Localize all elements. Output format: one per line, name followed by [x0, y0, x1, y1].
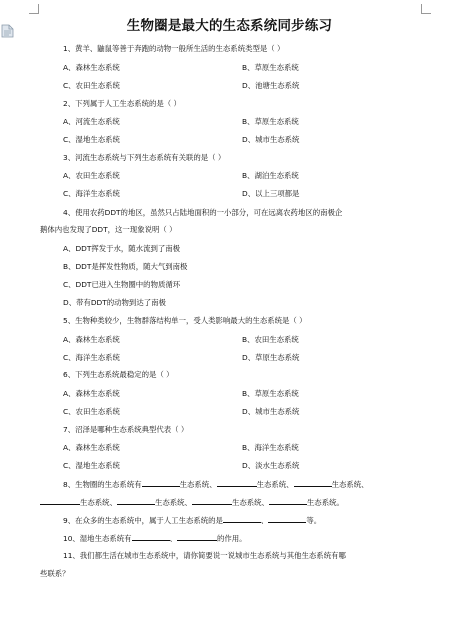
- question-9-end: 等。: [306, 516, 322, 525]
- question-2-option-d: D、城市生态系统: [242, 135, 300, 144]
- question-3-option-a: A、农田生态系统: [63, 171, 120, 180]
- question-3-stem: 3、河流生态系统与下列生态系统有关联的是（ ）: [63, 153, 226, 162]
- question-5-stem: 5、生物种类较少，生物群落结构单一，受人类影响最大的生态系统是（ ）: [63, 316, 307, 325]
- question-6-stem: 6、下列生态系统最稳定的是（ ）: [63, 370, 174, 379]
- question-9-separator: 、: [260, 516, 269, 525]
- question-10-prefix: 10、湿地生态系统有: [63, 534, 132, 543]
- answer-blank: [269, 497, 307, 505]
- question-4-stem-line2: 鹅体内也发现了DDT，这一现象说明（ ）: [40, 225, 177, 234]
- question-10-separator: 、: [169, 534, 177, 543]
- question-3-option-c: C、海洋生态系统: [63, 189, 120, 198]
- question-4-option-a: A、DDT挥发于水，随水流到了南极: [63, 244, 181, 253]
- question-8-suffix: 生态系统、: [331, 480, 369, 489]
- question-9: [63, 515, 321, 526]
- answer-blank: [132, 533, 170, 541]
- question-11-line2: 些联系？: [40, 569, 70, 578]
- question-6-option-d: D、城市生态系统: [242, 407, 300, 416]
- question-8-suffix: 生态系统、: [231, 498, 269, 507]
- answer-blank: [223, 515, 261, 523]
- question-6-option-c: C、农田生态系统: [63, 407, 120, 416]
- question-3-option-b: B、湖泊生态系统: [242, 171, 299, 180]
- question-3-option-d: D、以上三项都是: [242, 189, 300, 198]
- question-9-prefix: 9、在众多的生态系统中，属于人工生态系统的是: [63, 516, 223, 525]
- question-1-option-d: D、池塘生态系统: [242, 81, 300, 90]
- answer-blank: [142, 479, 180, 487]
- question-2-option-a: A、河流生态系统: [63, 117, 120, 126]
- question-8-line1: [63, 479, 369, 490]
- question-8-suffix: 生态系统、: [80, 498, 117, 507]
- question-8-suffix: 生态系统、: [256, 480, 294, 489]
- answer-blank: [192, 497, 232, 505]
- answer-blank: [294, 479, 332, 487]
- question-5-option-a: A、森林生态系统: [63, 335, 120, 344]
- question-11-line1: 11、我们都生活在城市生态系统中，请你简要说一说城市生态系统与其他生态系统有哪: [63, 551, 346, 560]
- question-8-suffix: 生态系统、: [154, 498, 192, 507]
- page-title: 生物圈是最大的生态系统同步练习: [126, 18, 333, 34]
- question-4-option-c: C、DDT已进入生物圈中的物质循环: [63, 280, 181, 289]
- question-1-option-a: A、森林生态系统: [63, 63, 120, 72]
- question-4-option-b: B、DDT是挥发性物质，随大气到南极: [63, 262, 188, 271]
- question-4-stem-line1: 4、使用农药DDT的地区，虽然只占陆地面积的一小部分，可在远离农药地区的南极企: [63, 208, 343, 217]
- answer-blank: [117, 497, 155, 505]
- answer-blank: [177, 533, 217, 541]
- question-2-stem: 2、下列属于人工生态系统的是（ ）: [63, 99, 181, 108]
- question-7-option-a: A、森林生态系统: [63, 443, 120, 452]
- question-1-stem: 1、黄羊、鼬鼠等善于奔跑的动物一般所生活的生态系统类型是（ ）: [63, 44, 285, 53]
- question-8-prefix: 8、生物圈的生态系统有: [63, 480, 142, 489]
- question-8-end: 生态系统。: [306, 498, 344, 507]
- question-6-option-b: B、草原生态系统: [242, 389, 299, 398]
- question-10: [63, 533, 247, 544]
- question-8-line2: [40, 497, 344, 508]
- answer-blank: [40, 497, 80, 505]
- question-7-stem: 7、沼泽是哪种生态系统典型代表（ ）: [63, 425, 189, 434]
- page-corner-mark: [29, 4, 39, 14]
- question-2-option-b: B、草原生态系统: [242, 117, 299, 126]
- question-10-end: 的作用。: [216, 534, 247, 543]
- question-5-option-c: C、海洋生态系统: [63, 353, 120, 362]
- question-6-option-a: A、森林生态系统: [63, 389, 120, 398]
- answer-blank: [217, 479, 257, 487]
- question-7-option-c: C、湿地生态系统: [63, 461, 120, 470]
- page-corner-mark: [421, 4, 431, 14]
- question-4-option-d: D、带有DDT的动物到达了南极: [63, 298, 166, 307]
- question-5-option-b: B、农田生态系统: [242, 335, 299, 344]
- answer-blank: [268, 515, 306, 523]
- question-8-suffix: 生态系统、: [179, 480, 217, 489]
- question-5-option-d: D、草原生态系统: [242, 353, 300, 362]
- question-1-option-b: B、草原生态系统: [242, 63, 299, 72]
- question-7-option-b: B、海洋生态系统: [242, 443, 299, 452]
- question-2-option-c: C、湿地生态系统: [63, 135, 120, 144]
- question-1-option-c: C、农田生态系统: [63, 81, 120, 90]
- question-7-option-d: D、淡水生态系统: [242, 461, 300, 470]
